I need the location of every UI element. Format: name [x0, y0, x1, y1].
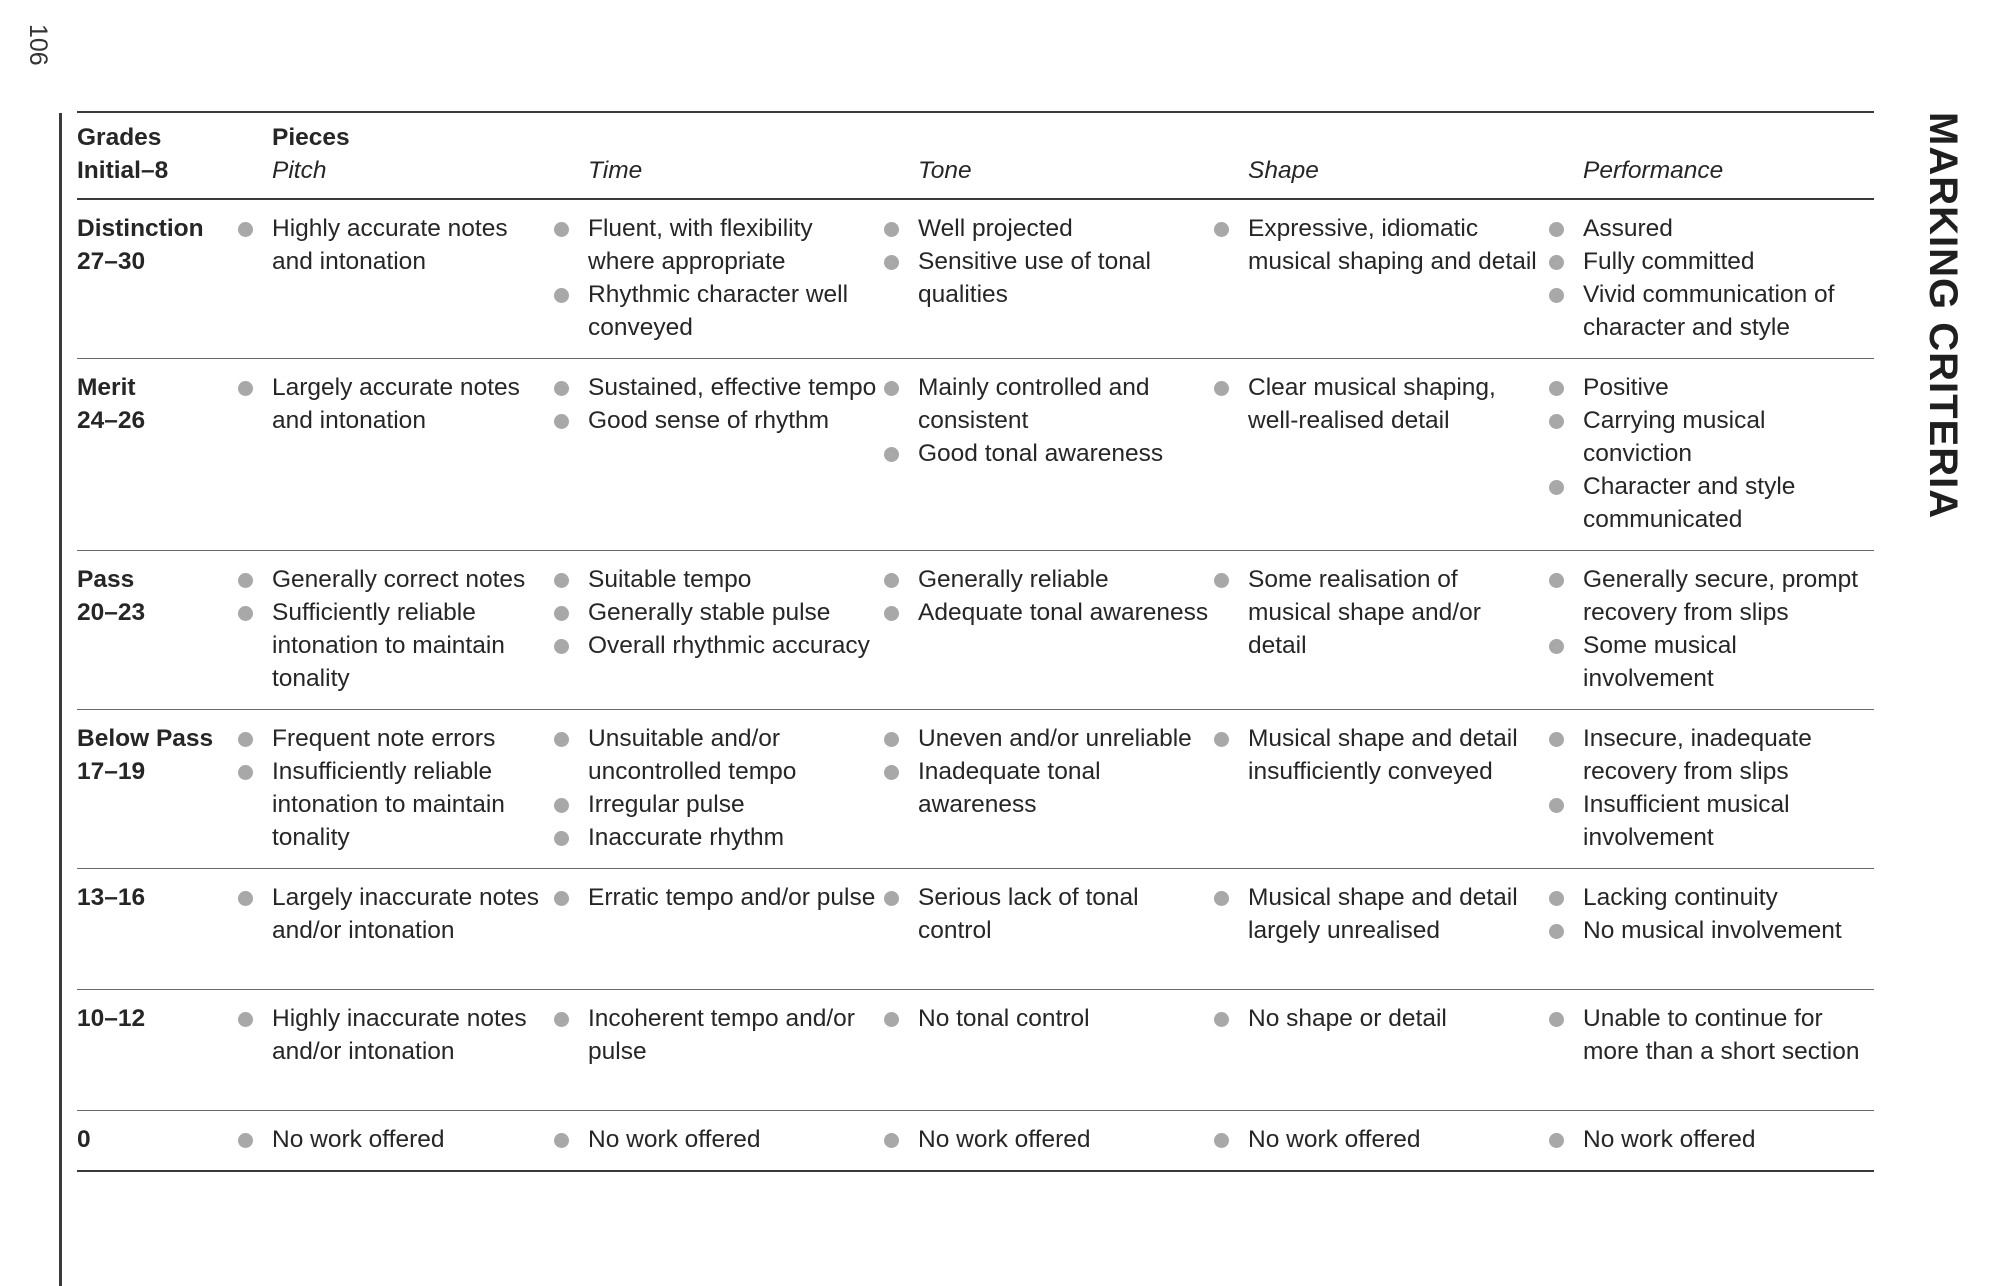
criterion-item: Sufficiently reliable intonation to maintain tonality — [235, 596, 551, 695]
criterion-item: No tonal control — [881, 1002, 1211, 1035]
criterion-item: Assured — [1546, 212, 1874, 245]
header-pitch — [235, 112, 551, 199]
shape-criteria-list — [1211, 1123, 1546, 1156]
tone-cell — [881, 990, 1211, 1111]
header-grades — [77, 112, 235, 199]
header-performance — [1546, 112, 1874, 199]
performance-cell — [1546, 551, 1874, 710]
pieces-label: Pieces — [272, 124, 350, 151]
criterion-item: Some realisation of musical shape and/or detail — [1211, 563, 1546, 662]
tone-cell — [881, 710, 1211, 869]
marking-criteria-table — [77, 111, 1874, 1172]
grade-cell — [77, 869, 235, 990]
grade-cell — [77, 551, 235, 710]
pitch-cell — [235, 199, 551, 359]
criterion-item: Good sense of rhythm — [551, 404, 881, 437]
criterion-item: Musical shape and detail insufficiently conveyed — [1211, 722, 1546, 788]
grade-cell — [77, 710, 235, 869]
criterion-item: Generally secure, prompt recovery from slips — [1546, 563, 1874, 629]
criterion-item: Some musical involvement — [1546, 629, 1874, 695]
time-criteria-list — [551, 722, 881, 854]
side-title: MARKING CRITERIA — [1921, 112, 1965, 520]
table-row — [77, 1111, 1874, 1172]
criterion-item: Positive — [1546, 371, 1874, 404]
criterion-item: Fully committed — [1546, 245, 1874, 278]
criterion-item: Insufficiently reliable intonation to maintain tonality — [235, 755, 551, 854]
column-pitch: Pitch — [272, 157, 327, 184]
criterion-item: Insecure, inadequate recovery from slips — [1546, 722, 1874, 788]
grade-name: Pass — [77, 566, 135, 593]
grade-marks: 13–16 — [77, 884, 146, 911]
performance-criteria-list — [1546, 722, 1874, 854]
column-time: Time — [588, 157, 643, 184]
criterion-item: Incoherent tempo and/or pulse — [551, 1002, 881, 1068]
performance-cell — [1546, 710, 1874, 869]
criterion-item: Suitable tempo — [551, 563, 881, 596]
time-cell — [551, 551, 881, 710]
pitch-cell — [235, 359, 551, 551]
grade-cell — [77, 1111, 235, 1172]
pitch-cell — [235, 869, 551, 990]
header-row — [77, 112, 1874, 199]
table-row — [77, 869, 1874, 990]
criterion-item: Largely accurate notes and intonation — [235, 371, 551, 437]
criterion-item: Sensitive use of tonal qualities — [881, 245, 1211, 311]
time-cell — [551, 1111, 881, 1172]
header-time — [551, 112, 881, 199]
pitch-criteria-list — [235, 212, 551, 278]
column-tone: Tone — [918, 157, 972, 184]
criterion-item: Character and style communicated — [1546, 470, 1874, 536]
tone-cell — [881, 551, 1211, 710]
criterion-item: No work offered — [1211, 1123, 1546, 1156]
time-cell — [551, 359, 881, 551]
pitch-cell — [235, 710, 551, 869]
criterion-item: Unable to continue for more than a short section — [1546, 1002, 1874, 1068]
shape-cell — [1211, 1111, 1546, 1172]
criterion-item: Vivid communication of character and style — [1546, 278, 1874, 344]
criterion-item: No shape or detail — [1211, 1002, 1546, 1035]
table-body — [77, 199, 1874, 1171]
table-row — [77, 551, 1874, 710]
criterion-item: Overall rhythmic accuracy — [551, 629, 881, 662]
criterion-item: Good tonal awareness — [881, 437, 1211, 470]
performance-criteria-list — [1546, 881, 1874, 947]
shape-cell — [1211, 199, 1546, 359]
criterion-item: Fluent, with flexibility where appropriate — [551, 212, 881, 278]
shape-criteria-list — [1211, 371, 1546, 437]
criterion-item: Sustained, effective tempo — [551, 371, 881, 404]
tone-cell — [881, 869, 1211, 990]
table-row — [77, 359, 1874, 551]
tone-criteria-list — [881, 371, 1211, 470]
table-row — [77, 199, 1874, 359]
shape-criteria-list — [1211, 722, 1546, 788]
criterion-item: No work offered — [235, 1123, 551, 1156]
criterion-item: Inaccurate rhythm — [551, 821, 881, 854]
criterion-item: Lacking continuity — [1546, 881, 1874, 914]
shape-criteria-list — [1211, 212, 1546, 278]
shape-cell — [1211, 359, 1546, 551]
time-cell — [551, 199, 881, 359]
grades-range: Initial–8 — [77, 157, 169, 184]
criterion-item: Highly accurate notes and intonation — [235, 212, 551, 278]
grade-marks: 27–30 — [77, 248, 146, 275]
tone-cell — [881, 359, 1211, 551]
criterion-item: No work offered — [1546, 1123, 1874, 1156]
performance-cell — [1546, 199, 1874, 359]
performance-criteria-list — [1546, 563, 1874, 695]
time-criteria-list — [551, 881, 881, 914]
shape-criteria-list — [1211, 881, 1546, 947]
performance-cell — [1546, 990, 1874, 1111]
pitch-criteria-list — [235, 722, 551, 854]
time-criteria-list — [551, 563, 881, 662]
tone-criteria-list — [881, 212, 1211, 311]
grade-marks: 20–23 — [77, 599, 146, 626]
performance-cell — [1546, 359, 1874, 551]
criterion-item: Erratic tempo and/or pulse — [551, 881, 881, 914]
shape-cell — [1211, 869, 1546, 990]
criterion-item: No musical involvement — [1546, 914, 1874, 947]
grade-cell — [77, 199, 235, 359]
criterion-item: Highly inaccurate notes and/or intonation — [235, 1002, 551, 1068]
pitch-cell — [235, 1111, 551, 1172]
tone-criteria-list — [881, 563, 1211, 629]
grade-name: Merit — [77, 374, 136, 401]
criterion-item: Rhythmic character well conveyed — [551, 278, 881, 344]
table-row — [77, 710, 1874, 869]
grade-name: Distinction — [77, 215, 204, 242]
time-criteria-list — [551, 371, 881, 437]
grade-marks: 0 — [77, 1126, 91, 1153]
header-tone — [881, 112, 1211, 199]
pitch-criteria-list — [235, 1123, 551, 1156]
criterion-item: Insufficient musical involvement — [1546, 788, 1874, 854]
criterion-item: No work offered — [551, 1123, 881, 1156]
criterion-item: Largely inaccurate notes and/or intonation — [235, 881, 551, 947]
grade-marks: 17–19 — [77, 758, 146, 785]
grade-marks: 10–12 — [77, 1005, 146, 1032]
criterion-item: Irregular pulse — [551, 788, 881, 821]
shape-cell — [1211, 990, 1546, 1111]
criterion-item: Inadequate tonal awareness — [881, 755, 1211, 821]
pitch-cell — [235, 990, 551, 1111]
tone-cell — [881, 199, 1211, 359]
grades-label: Grades — [77, 124, 162, 151]
time-criteria-list — [551, 1123, 881, 1156]
performance-cell — [1546, 1111, 1874, 1172]
criterion-item: Generally correct notes — [235, 563, 551, 596]
tone-criteria-list — [881, 881, 1211, 947]
time-cell — [551, 869, 881, 990]
tone-criteria-list — [881, 722, 1211, 821]
time-cell — [551, 990, 881, 1111]
criterion-item: Mainly controlled and consistent — [881, 371, 1211, 437]
criterion-item: Serious lack of tonal control — [881, 881, 1211, 947]
performance-criteria-list — [1546, 1002, 1874, 1068]
time-cell — [551, 710, 881, 869]
column-performance: Performance — [1583, 157, 1724, 184]
table-row — [77, 990, 1874, 1111]
criterion-item: Generally reliable — [881, 563, 1211, 596]
pitch-criteria-list — [235, 371, 551, 437]
shape-criteria-list — [1211, 1002, 1546, 1035]
table-header — [77, 112, 1874, 199]
pitch-cell — [235, 551, 551, 710]
header-shape — [1211, 112, 1546, 199]
grade-cell — [77, 990, 235, 1111]
shape-cell — [1211, 551, 1546, 710]
performance-criteria-list — [1546, 371, 1874, 536]
shape-criteria-list — [1211, 563, 1546, 662]
criterion-item: Carrying musical conviction — [1546, 404, 1874, 470]
margin-rule — [59, 113, 62, 1286]
tone-criteria-list — [881, 1123, 1211, 1156]
pitch-criteria-list — [235, 881, 551, 947]
pitch-criteria-list — [235, 1002, 551, 1068]
criterion-item: Expressive, idiomatic musical shaping and detail — [1211, 212, 1546, 278]
grade-name: Below Pass — [77, 725, 214, 752]
criterion-item: Generally stable pulse — [551, 596, 881, 629]
time-criteria-list — [551, 1002, 881, 1068]
tone-criteria-list — [881, 1002, 1211, 1035]
criterion-item: Frequent note errors — [235, 722, 551, 755]
criterion-item: Uneven and/or unreliable — [881, 722, 1211, 755]
shape-cell — [1211, 710, 1546, 869]
criterion-item: Adequate tonal awareness — [881, 596, 1211, 629]
grade-cell — [77, 359, 235, 551]
column-shape: Shape — [1248, 157, 1319, 184]
performance-cell — [1546, 869, 1874, 990]
criterion-item: No work offered — [881, 1123, 1211, 1156]
criterion-item: Musical shape and detail largely unrealised — [1211, 881, 1546, 947]
page-number: 106 — [24, 24, 52, 66]
performance-criteria-list — [1546, 212, 1874, 344]
grade-marks: 24–26 — [77, 407, 146, 434]
criterion-item: Unsuitable and/or uncontrolled tempo — [551, 722, 881, 788]
pitch-criteria-list — [235, 563, 551, 695]
performance-criteria-list — [1546, 1123, 1874, 1156]
criterion-item: Clear musical shaping, well-realised detail — [1211, 371, 1546, 437]
criterion-item: Well projected — [881, 212, 1211, 245]
tone-cell — [881, 1111, 1211, 1172]
time-criteria-list — [551, 212, 881, 344]
